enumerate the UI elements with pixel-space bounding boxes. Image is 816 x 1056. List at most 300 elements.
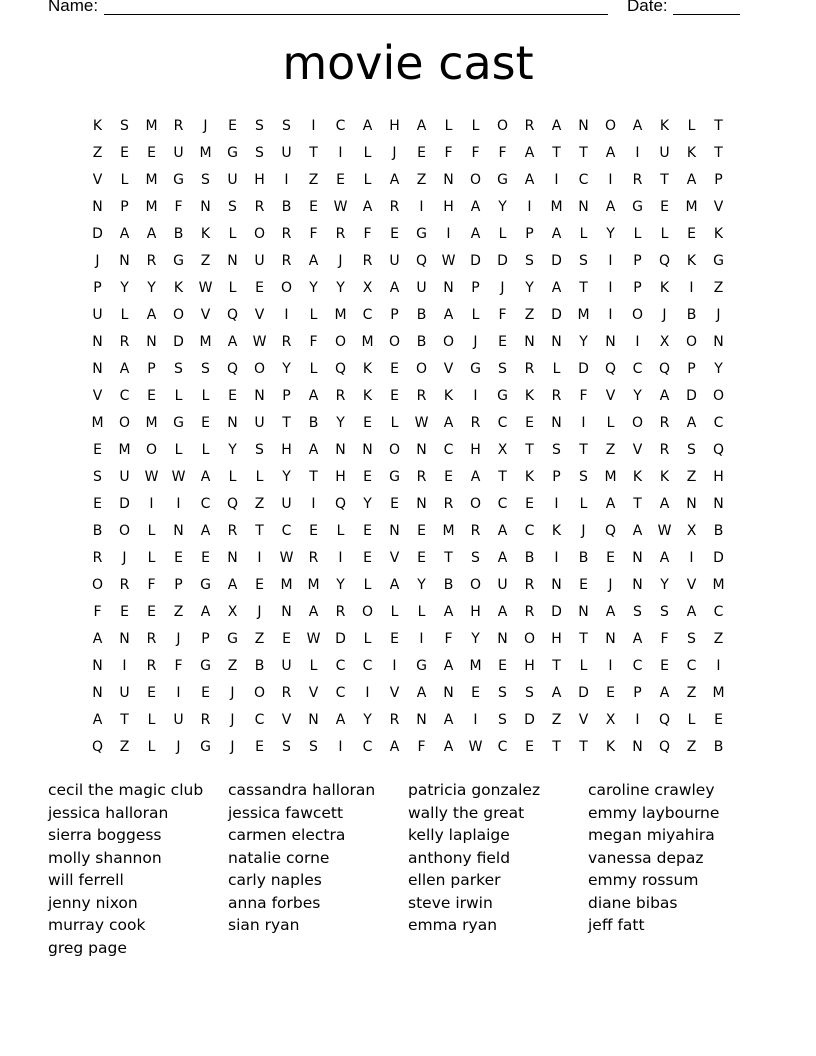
grid-letter[interactable]: E (471, 685, 480, 701)
grid-letter[interactable]: C (335, 685, 346, 701)
grid-letter[interactable]: C (200, 496, 211, 512)
grid-letter[interactable]: A (335, 712, 346, 728)
grid-letter[interactable]: Q (604, 361, 617, 377)
grid-letter[interactable]: T (633, 496, 642, 512)
grid-letter[interactable]: A (119, 226, 130, 242)
grid-letter[interactable]: H (524, 658, 535, 674)
grid-letter[interactable]: V (92, 172, 103, 188)
grid-letter[interactable]: P (120, 199, 129, 215)
grid-letter[interactable]: P (201, 631, 210, 647)
grid-letter[interactable]: U (173, 712, 184, 728)
grid-letter[interactable]: E (309, 523, 318, 539)
grid-letter[interactable]: P (687, 361, 696, 377)
grid-letter[interactable]: C (497, 496, 508, 512)
grid-letter[interactable]: N (578, 604, 589, 620)
grid-letter[interactable]: R (146, 253, 157, 269)
grid-letter[interactable]: E (255, 280, 264, 296)
grid-letter[interactable]: R (146, 631, 157, 647)
grid-letter[interactable]: A (443, 712, 454, 728)
grid-letter[interactable]: R (524, 577, 535, 593)
grid-letter[interactable]: L (228, 226, 237, 242)
grid-letter[interactable]: F (174, 199, 183, 215)
grid-letter[interactable]: E (417, 523, 426, 539)
grid-letter[interactable]: I (716, 658, 721, 674)
grid-letter[interactable]: R (335, 388, 346, 404)
grid-letter[interactable]: L (390, 604, 399, 620)
grid-letter[interactable]: I (473, 388, 478, 404)
grid-letter[interactable]: Z (713, 280, 724, 296)
grid-letter[interactable]: F (498, 307, 507, 323)
grid-letter[interactable]: I (284, 172, 289, 188)
grid-letter[interactable]: U (254, 253, 265, 269)
grid-letter[interactable]: N (713, 496, 724, 512)
grid-letter[interactable]: A (524, 172, 535, 188)
grid-letter[interactable]: A (470, 469, 481, 485)
grid-letter[interactable]: E (390, 496, 399, 512)
grid-letter[interactable]: I (608, 280, 613, 296)
grid-letter[interactable]: L (147, 739, 156, 755)
grid-letter[interactable]: K (605, 739, 616, 755)
grid-letter[interactable]: S (525, 253, 534, 269)
grid-letter[interactable]: E (282, 631, 291, 647)
grid-letter[interactable]: F (417, 739, 426, 755)
grid-letter[interactable]: C (578, 172, 589, 188)
grid-letter[interactable]: P (282, 388, 291, 404)
grid-letter[interactable]: E (525, 496, 534, 512)
grid-letter[interactable]: Z (308, 172, 319, 188)
grid-letter[interactable]: W (279, 550, 294, 566)
grid-letter[interactable]: S (552, 442, 561, 458)
grid-letter[interactable]: M (199, 145, 212, 161)
grid-letter[interactable]: Y (606, 226, 615, 242)
grid-letter[interactable]: P (174, 577, 183, 593)
grid-letter[interactable]: A (119, 361, 130, 377)
grid-letter[interactable]: I (608, 307, 613, 323)
grid-letter[interactable]: J (230, 685, 235, 701)
grid-letter[interactable]: F (309, 334, 318, 350)
grid-letter[interactable]: R (227, 523, 238, 539)
grid-letter[interactable]: K (200, 226, 211, 242)
grid-letter[interactable]: D (119, 496, 130, 512)
grid-letter[interactable]: K (524, 469, 535, 485)
grid-letter[interactable]: W (144, 469, 159, 485)
grid-letter[interactable]: V (389, 685, 400, 701)
grid-letter[interactable]: G (416, 226, 427, 242)
grid-letter[interactable]: A (200, 604, 211, 620)
grid-letter[interactable]: G (173, 415, 184, 431)
grid-letter[interactable]: Q (226, 496, 239, 512)
grid-letter[interactable]: L (309, 658, 318, 674)
grid-letter[interactable]: U (281, 658, 292, 674)
grid-letter[interactable]: N (551, 577, 562, 593)
grid-letter[interactable]: Y (525, 280, 534, 296)
grid-letter[interactable]: I (635, 334, 640, 350)
grid-letter[interactable]: A (308, 604, 319, 620)
grid-letter[interactable]: C (497, 415, 508, 431)
grid-letter[interactable]: W (171, 469, 186, 485)
grid-letter[interactable]: E (147, 604, 156, 620)
grid-letter[interactable]: V (254, 307, 265, 323)
grid-letter[interactable]: S (309, 739, 318, 755)
grid-letter[interactable]: M (685, 199, 698, 215)
grid-letter[interactable]: X (686, 523, 697, 539)
grid-letter[interactable]: V (200, 307, 211, 323)
grid-letter[interactable]: P (552, 469, 561, 485)
grid-letter[interactable]: Y (282, 469, 291, 485)
grid-letter[interactable]: N (281, 604, 292, 620)
grid-letter[interactable]: P (525, 226, 534, 242)
grid-letter[interactable]: A (524, 145, 535, 161)
grid-letter[interactable]: S (687, 631, 696, 647)
grid-letter[interactable]: O (280, 280, 293, 296)
grid-letter[interactable]: F (471, 145, 480, 161)
grid-letter[interactable]: Y (660, 577, 669, 593)
grid-letter[interactable]: E (390, 361, 399, 377)
date-field-line[interactable] (673, 14, 740, 15)
grid-letter[interactable]: W (657, 523, 672, 539)
grid-letter[interactable]: H (470, 604, 481, 620)
grid-letter[interactable]: H (470, 442, 481, 458)
grid-letter[interactable]: Z (254, 496, 265, 512)
grid-letter[interactable]: A (659, 550, 670, 566)
grid-letter[interactable]: W (252, 334, 267, 350)
grid-letter[interactable]: O (361, 604, 374, 620)
grid-letter[interactable]: T (579, 631, 588, 647)
grid-letter[interactable]: N (632, 550, 643, 566)
grid-letter[interactable]: L (687, 118, 696, 134)
grid-letter[interactable]: T (120, 712, 129, 728)
grid-letter[interactable]: L (606, 415, 615, 431)
grid-letter[interactable]: O (145, 442, 158, 458)
grid-letter[interactable]: N (92, 199, 103, 215)
grid-letter[interactable]: B (713, 739, 724, 755)
grid-letter[interactable]: A (200, 523, 211, 539)
grid-letter[interactable]: P (714, 172, 723, 188)
grid-letter[interactable]: C (632, 361, 643, 377)
grid-letter[interactable]: H (443, 199, 454, 215)
grid-letter[interactable]: N (551, 334, 562, 350)
grid-letter[interactable]: L (201, 388, 210, 404)
grid-letter[interactable]: A (443, 604, 454, 620)
grid-letter[interactable]: C (281, 523, 292, 539)
grid-letter[interactable]: O (118, 523, 131, 539)
grid-letter[interactable]: A (632, 118, 643, 134)
grid-letter[interactable]: L (552, 361, 561, 377)
grid-letter[interactable]: E (363, 469, 372, 485)
grid-letter[interactable]: Q (658, 739, 671, 755)
grid-letter[interactable]: S (633, 604, 642, 620)
grid-letter[interactable]: R (470, 415, 481, 431)
grid-letter[interactable]: I (392, 658, 397, 674)
grid-letter[interactable]: C (335, 118, 346, 134)
grid-letter[interactable]: B (308, 415, 319, 431)
grid-letter[interactable]: M (469, 658, 482, 674)
grid-letter[interactable]: F (444, 145, 453, 161)
grid-letter[interactable]: I (554, 172, 559, 188)
grid-letter[interactable]: M (334, 307, 347, 323)
grid-letter[interactable]: O (469, 577, 482, 593)
grid-letter[interactable]: A (308, 388, 319, 404)
grid-letter[interactable]: K (551, 523, 562, 539)
grid-letter[interactable]: A (389, 739, 400, 755)
grid-letter[interactable]: G (416, 658, 427, 674)
grid-letter[interactable]: Y (498, 199, 507, 215)
grid-letter[interactable]: N (443, 172, 454, 188)
grid-letter[interactable]: Z (551, 712, 562, 728)
grid-letter[interactable]: Z (524, 307, 535, 323)
grid-letter[interactable]: Q (658, 712, 671, 728)
grid-letter[interactable]: D (497, 253, 508, 269)
name-field-line[interactable] (104, 14, 608, 15)
grid-letter[interactable]: R (146, 658, 157, 674)
grid-letter[interactable]: Z (686, 685, 697, 701)
grid-letter[interactable]: T (552, 145, 561, 161)
grid-letter[interactable]: K (362, 361, 373, 377)
grid-letter[interactable]: S (525, 685, 534, 701)
grid-letter[interactable]: E (660, 199, 669, 215)
grid-letter[interactable]: T (579, 442, 588, 458)
grid-letter[interactable]: N (92, 658, 103, 674)
grid-letter[interactable]: E (687, 226, 696, 242)
grid-letter[interactable]: C (524, 523, 535, 539)
grid-letter[interactable]: I (311, 118, 316, 134)
grid-letter[interactable]: V (443, 361, 454, 377)
grid-letter[interactable]: Y (633, 388, 642, 404)
grid-letter[interactable]: R (173, 118, 184, 134)
grid-letter[interactable]: F (444, 631, 453, 647)
grid-letter[interactable]: D (470, 253, 481, 269)
grid-letter[interactable]: I (689, 550, 694, 566)
grid-letter[interactable]: E (363, 523, 372, 539)
grid-letter[interactable]: N (92, 685, 103, 701)
grid-letter[interactable]: N (578, 199, 589, 215)
grid-letter[interactable]: F (579, 388, 588, 404)
grid-letter[interactable]: Q (226, 307, 239, 323)
grid-letter[interactable]: Y (714, 361, 723, 377)
grid-letter[interactable]: D (578, 685, 589, 701)
grid-letter[interactable]: H (335, 469, 346, 485)
grid-letter[interactable]: N (173, 523, 184, 539)
grid-letter[interactable]: H (551, 631, 562, 647)
grid-letter[interactable]: B (686, 307, 697, 323)
grid-letter[interactable]: J (338, 253, 343, 269)
grid-letter[interactable]: C (443, 442, 454, 458)
grid-letter[interactable]: F (363, 226, 372, 242)
grid-letter[interactable]: B (578, 550, 589, 566)
grid-letter[interactable]: B (443, 577, 454, 593)
grid-letter[interactable]: N (497, 631, 508, 647)
grid-letter[interactable]: R (281, 226, 292, 242)
grid-letter[interactable]: I (338, 550, 343, 566)
grid-letter[interactable]: A (632, 523, 643, 539)
grid-letter[interactable]: I (554, 550, 559, 566)
grid-letter[interactable]: R (200, 712, 211, 728)
grid-letter[interactable]: E (390, 631, 399, 647)
grid-letter[interactable]: Y (579, 334, 588, 350)
grid-letter[interactable]: N (119, 631, 130, 647)
grid-letter[interactable]: N (578, 118, 589, 134)
grid-letter[interactable]: Z (605, 442, 616, 458)
grid-letter[interactable]: Z (119, 739, 130, 755)
grid-letter[interactable]: M (91, 415, 104, 431)
grid-letter[interactable]: L (147, 523, 156, 539)
grid-letter[interactable]: U (281, 496, 292, 512)
grid-letter[interactable]: J (257, 604, 262, 620)
grid-letter[interactable]: T (714, 118, 723, 134)
grid-letter[interactable]: Z (173, 604, 184, 620)
grid-letter[interactable]: W (198, 280, 213, 296)
grid-letter[interactable]: R (659, 415, 670, 431)
grid-letter[interactable]: M (280, 577, 293, 593)
grid-letter[interactable]: N (443, 280, 454, 296)
grid-letter[interactable]: Q (226, 361, 239, 377)
grid-letter[interactable]: A (308, 253, 319, 269)
grid-letter[interactable]: T (309, 469, 318, 485)
grid-letter[interactable]: Q (334, 361, 347, 377)
grid-letter[interactable]: E (606, 685, 615, 701)
grid-letter[interactable]: A (443, 307, 454, 323)
grid-letter[interactable]: L (201, 442, 210, 458)
grid-letter[interactable]: I (419, 631, 424, 647)
grid-letter[interactable]: J (230, 739, 235, 755)
grid-letter[interactable]: Z (686, 739, 697, 755)
grid-letter[interactable]: A (605, 496, 616, 512)
grid-letter[interactable]: P (633, 280, 642, 296)
grid-letter[interactable]: D (92, 226, 103, 242)
grid-letter[interactable]: F (660, 631, 669, 647)
grid-letter[interactable]: P (471, 280, 480, 296)
grid-letter[interactable]: E (147, 388, 156, 404)
grid-letter[interactable]: K (686, 253, 697, 269)
grid-letter[interactable]: E (714, 712, 723, 728)
grid-letter[interactable]: T (552, 658, 561, 674)
grid-letter[interactable]: E (498, 658, 507, 674)
grid-letter[interactable]: F (498, 145, 507, 161)
grid-letter[interactable]: L (147, 550, 156, 566)
grid-letter[interactable]: G (470, 361, 481, 377)
grid-letter[interactable]: Y (363, 712, 372, 728)
grid-letter[interactable]: U (92, 307, 103, 323)
grid-letter[interactable]: I (176, 685, 181, 701)
grid-letter[interactable]: O (91, 577, 104, 593)
grid-letter[interactable]: V (578, 712, 589, 728)
grid-letter[interactable]: I (446, 226, 451, 242)
grid-letter[interactable]: W (333, 199, 348, 215)
grid-letter[interactable]: N (92, 334, 103, 350)
grid-letter[interactable]: X (362, 280, 373, 296)
grid-letter[interactable]: I (635, 712, 640, 728)
grid-letter[interactable]: G (200, 577, 211, 593)
grid-letter[interactable]: O (253, 226, 266, 242)
grid-letter[interactable]: O (334, 334, 347, 350)
grid-letter[interactable]: I (311, 496, 316, 512)
grid-letter[interactable]: I (419, 199, 424, 215)
grid-letter[interactable]: C (713, 415, 724, 431)
grid-letter[interactable]: N (200, 199, 211, 215)
grid-letter[interactable]: Z (227, 658, 238, 674)
grid-letter[interactable]: S (660, 604, 669, 620)
grid-letter[interactable]: A (389, 577, 400, 593)
grid-letter[interactable]: T (525, 442, 534, 458)
grid-letter[interactable]: S (255, 145, 264, 161)
grid-letter[interactable]: A (686, 172, 697, 188)
grid-letter[interactable]: E (228, 118, 237, 134)
grid-letter[interactable]: Y (336, 577, 345, 593)
grid-letter[interactable]: P (633, 253, 642, 269)
grid-letter[interactable]: Z (713, 631, 724, 647)
grid-letter[interactable]: R (254, 199, 265, 215)
grid-letter[interactable]: F (174, 658, 183, 674)
grid-letter[interactable]: C (335, 658, 346, 674)
grid-letter[interactable]: Y (336, 415, 345, 431)
grid-letter[interactable]: N (632, 577, 643, 593)
grid-letter[interactable]: A (605, 199, 616, 215)
grid-letter[interactable]: H (713, 469, 724, 485)
grid-letter[interactable]: G (389, 469, 400, 485)
grid-letter[interactable]: V (713, 199, 724, 215)
grid-letter[interactable]: I (554, 496, 559, 512)
grid-letter[interactable]: M (712, 577, 725, 593)
grid-letter[interactable]: N (146, 334, 157, 350)
grid-letter[interactable]: A (92, 631, 103, 647)
grid-letter[interactable]: J (176, 739, 181, 755)
grid-letter[interactable]: L (255, 469, 264, 485)
grid-letter[interactable]: E (525, 415, 534, 431)
grid-letter[interactable]: V (281, 712, 292, 728)
grid-letter[interactable]: Z (686, 469, 697, 485)
grid-letter[interactable]: R (659, 442, 670, 458)
grid-letter[interactable]: R (632, 172, 643, 188)
grid-letter[interactable]: J (662, 307, 667, 323)
grid-letter[interactable]: A (659, 685, 670, 701)
grid-letter[interactable]: O (523, 631, 536, 647)
grid-letter[interactable]: F (309, 226, 318, 242)
grid-letter[interactable]: U (281, 145, 292, 161)
grid-letter[interactable]: N (632, 739, 643, 755)
grid-letter[interactable]: A (605, 145, 616, 161)
grid-letter[interactable]: S (687, 442, 696, 458)
grid-letter[interactable]: F (147, 577, 156, 593)
grid-letter[interactable]: L (174, 388, 183, 404)
grid-letter[interactable]: A (443, 415, 454, 431)
grid-letter[interactable]: P (390, 307, 399, 323)
grid-letter[interactable]: N (416, 496, 427, 512)
grid-letter[interactable]: K (686, 145, 697, 161)
grid-letter[interactable]: T (552, 739, 561, 755)
grid-letter[interactable]: E (417, 550, 426, 566)
grid-letter[interactable]: R (416, 388, 427, 404)
grid-letter[interactable]: A (686, 415, 697, 431)
grid-letter[interactable]: T (444, 550, 453, 566)
grid-letter[interactable]: U (389, 253, 400, 269)
grid-letter[interactable]: M (145, 118, 158, 134)
grid-letter[interactable]: S (174, 361, 183, 377)
grid-letter[interactable]: G (632, 199, 643, 215)
grid-letter[interactable]: L (309, 361, 318, 377)
grid-letter[interactable]: M (604, 469, 617, 485)
grid-letter[interactable]: N (254, 388, 265, 404)
grid-letter[interactable]: A (551, 226, 562, 242)
grid-letter[interactable]: N (362, 442, 373, 458)
grid-letter[interactable]: R (308, 550, 319, 566)
grid-letter[interactable]: A (686, 604, 697, 620)
grid-letter[interactable]: R (443, 496, 454, 512)
grid-letter[interactable]: J (581, 523, 586, 539)
grid-letter[interactable]: B (281, 199, 292, 215)
grid-letter[interactable]: L (390, 415, 399, 431)
grid-letter[interactable]: B (524, 550, 535, 566)
grid-letter[interactable]: N (686, 496, 697, 512)
